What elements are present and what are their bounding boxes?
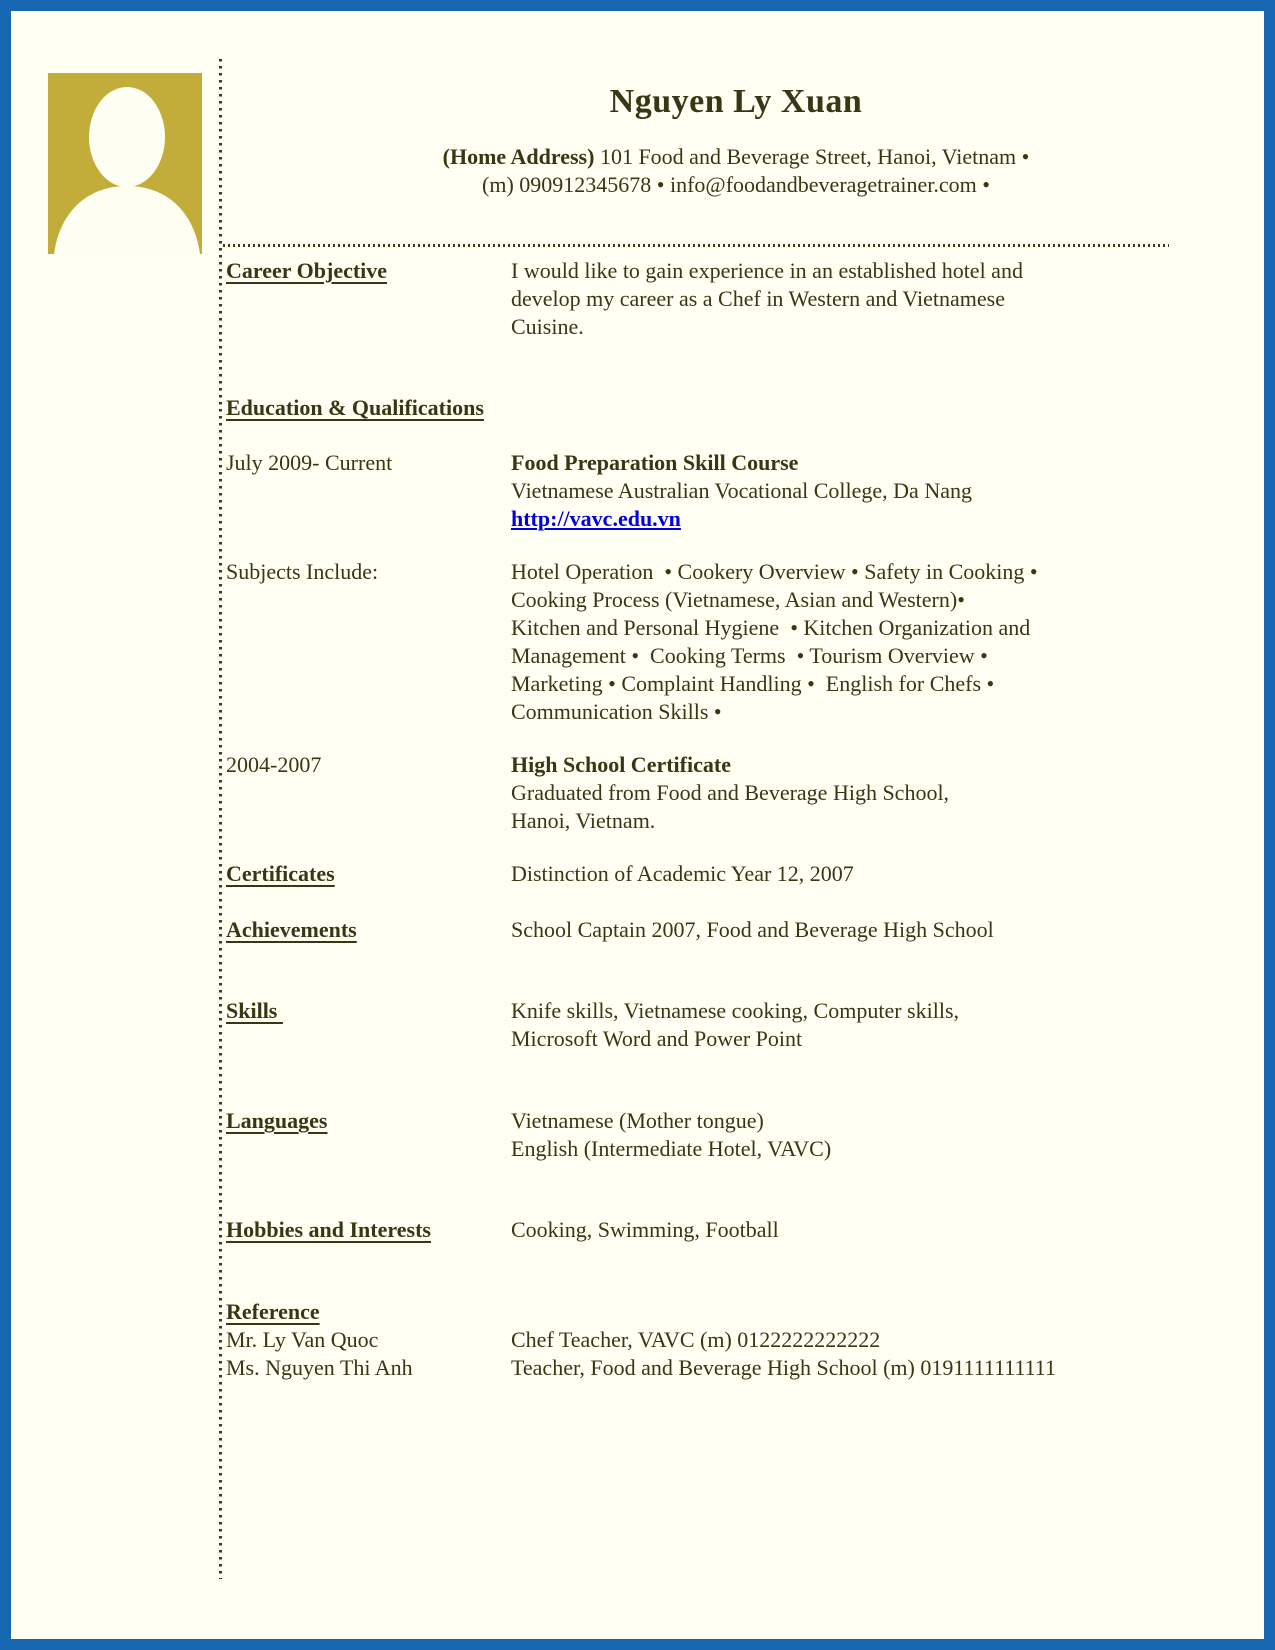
subjects-text: Communication Skills •	[511, 699, 722, 724]
vertical-dotted-rule	[219, 59, 222, 1579]
section-achievements	[226, 916, 1171, 944]
subjects-text: Marketing • Complaint Handling • English for Chefs •	[511, 671, 995, 696]
highschool-period: 2004-2007	[226, 752, 322, 777]
section-certificates	[226, 860, 1171, 888]
reference-name: Mr. Ly Van Quoc	[226, 1327, 379, 1352]
reference-detail: Chef Teacher, VAVC (m) 0122222222222	[511, 1327, 881, 1352]
course-period: July 2009- Current	[226, 450, 393, 475]
home-address-label: (Home Address)	[442, 144, 595, 169]
education-entry-course	[226, 449, 1171, 533]
person-silhouette-icon	[48, 73, 202, 254]
highschool-text: Graduated from Food and Beverage High School,	[511, 780, 950, 805]
skills-text: Knife skills, Vietnamese cooking, Computer skills,	[511, 998, 960, 1023]
hobbies-heading: Hobbies and Interests	[226, 1217, 431, 1242]
section-career-objective	[226, 257, 1171, 341]
horizontal-dotted-rule	[223, 244, 1169, 247]
reference-detail: Teacher, Food and Beverage High School (m) 0191111111111	[511, 1355, 1056, 1380]
course-school: Vietnamese Australian Vocational College, Da Nang	[511, 478, 972, 503]
reference-row	[226, 1354, 1171, 1382]
resume-body	[226, 257, 1171, 1382]
certificates-heading: Certificates	[226, 861, 335, 886]
skills-heading: Skills	[226, 998, 283, 1023]
career-objective-text: Cuisine.	[511, 314, 584, 339]
highschool-text: Hanoi, Vietnam.	[511, 808, 656, 833]
career-objective-heading: Career Objective	[226, 258, 388, 283]
reference-name: Ms. Nguyen Thi Anh	[226, 1355, 413, 1380]
section-reference	[226, 1298, 1171, 1382]
languages-text: English (Intermediate Hotel, VAVC)	[511, 1136, 832, 1161]
certificates-text: Distinction of Academic Year 12, 2007	[511, 861, 854, 886]
section-education-heading	[226, 394, 1171, 422]
subjects-row	[226, 558, 1171, 726]
subjects-text: Cooking Process (Vietnamese, Asian and Western)•	[511, 587, 965, 612]
achievements-text: School Captain 2007, Food and Beverage High School	[511, 917, 994, 942]
course-title: Food Preparation Skill Course	[511, 450, 799, 475]
header	[251, 83, 1221, 199]
address-line	[251, 143, 1221, 171]
languages-text: Vietnamese (Mother tongue)	[511, 1108, 764, 1133]
home-address-text: 101 Food and Beverage Street, Hanoi, Vietnam •	[594, 144, 1030, 169]
section-languages	[226, 1107, 1171, 1163]
section-hobbies	[226, 1216, 1171, 1244]
subjects-text: Hotel Operation • Cookery Overview • Safety in Cooking •	[511, 559, 1038, 584]
career-objective-text: I would like to gain experience in an established hotel and	[511, 258, 1023, 283]
avatar	[48, 73, 202, 254]
achievements-heading: Achievements	[226, 917, 357, 942]
education-entry-highschool	[226, 751, 1171, 835]
hobbies-text: Cooking, Swimming, Football	[511, 1217, 779, 1242]
education-heading: Education & Qualifications	[226, 395, 484, 420]
college-website-link[interactable]: http://vavc.edu.vn	[511, 506, 681, 531]
skills-text: Microsoft Word and Power Point	[511, 1026, 803, 1051]
languages-heading: Languages	[226, 1108, 328, 1133]
subjects-text: Management • Cooking Terms • Tourism Overview •	[511, 643, 988, 668]
career-objective-text: develop my career as a Chef in Western and Vietnamese	[511, 286, 1005, 311]
section-skills	[226, 997, 1171, 1053]
reference-row	[226, 1326, 1171, 1354]
contact-line: (m) 090912345678 • info@foodandbeveragetrainer.com •	[482, 172, 990, 197]
reference-heading: Reference	[226, 1299, 320, 1324]
highschool-title: High School Certificate	[511, 752, 731, 777]
candidate-name: Nguyen Ly Xuan	[609, 83, 863, 120]
subjects-text: Kitchen and Personal Hygiene • Kitchen Organization and	[511, 615, 1031, 640]
subjects-label: Subjects Include:	[226, 559, 379, 584]
